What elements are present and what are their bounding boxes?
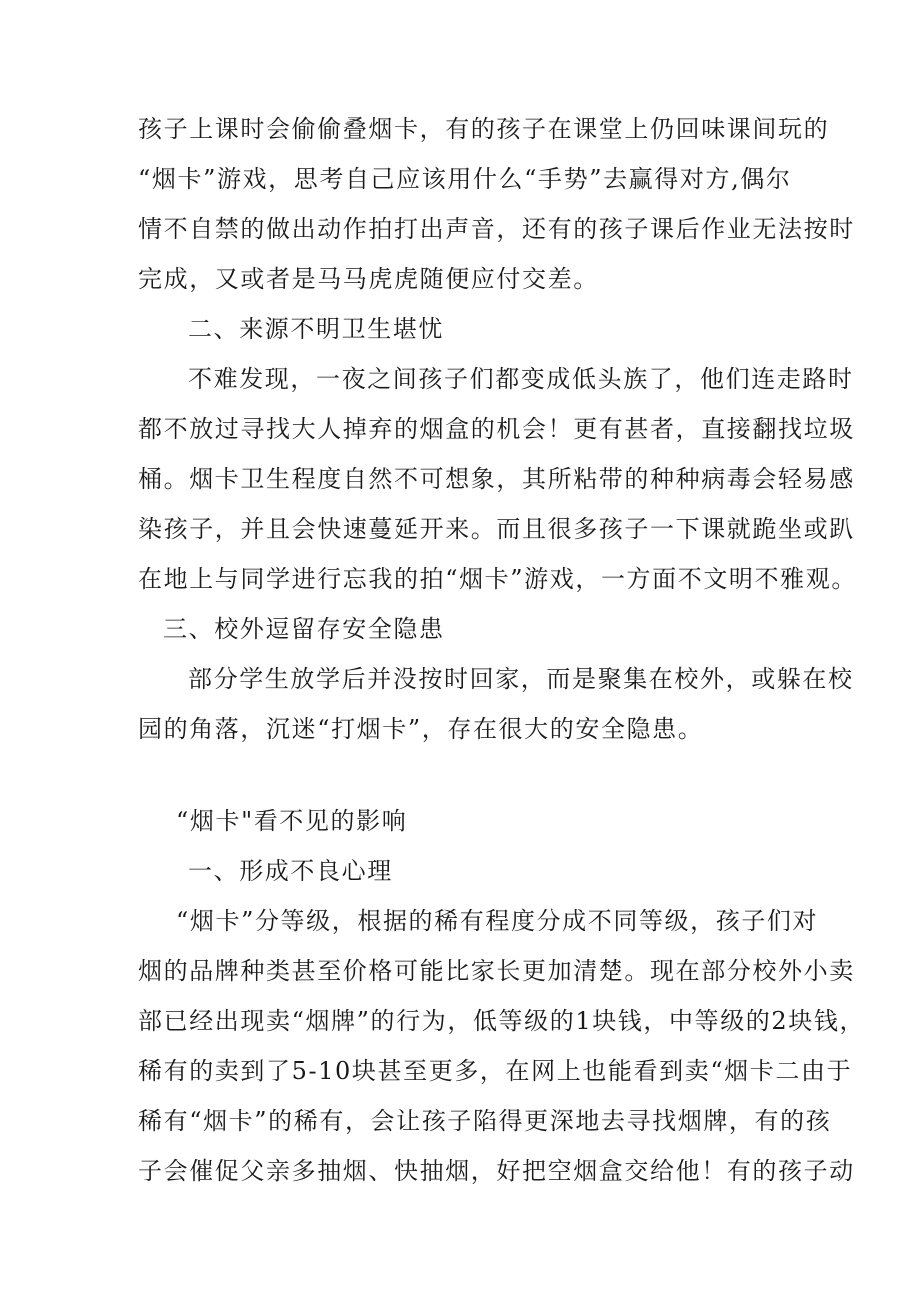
paragraph-line: 在地上与同学进行忘我的拍“烟卡”游戏，一方面不文明不雅观。: [138, 565, 857, 593]
paragraph-line: 园的角落，沉迷“打烟卡”，存在很大的安全隐患。: [138, 715, 704, 743]
paragraph-line: 不难发现，一夜之间孩子们都变成低头族了，他们连走路时: [188, 365, 854, 393]
section-title: “烟卡"看不见的影响: [176, 807, 408, 835]
paragraph-line: “烟卡”分等级，根据的稀有程度分成不同等级，孩子们对: [176, 907, 819, 935]
paragraph-line: 孩子上课时会偷偷叠烟卡，有的孩子在课堂上仍回味课间玩的: [138, 115, 830, 143]
paragraph-line: 完成，又或者是马马虎虎随便应付交差。: [138, 265, 599, 293]
paragraph-line: 部已经出现卖“烟牌”的行为，低等级的1块钱，中等级的2块钱，: [138, 1007, 866, 1035]
paragraph-line: 情不自禁的做出动作拍打出声音，还有的孩子课后作业无法按时: [138, 215, 855, 243]
paragraph-line: 烟的品牌种类甚至价格可能比家长更加清楚。现在部分校外小卖: [138, 957, 855, 985]
paragraph-line: 都不放过寻找大人掉弃的烟盒的机会！更有甚者，直接翻找垃圾: [138, 415, 855, 443]
paragraph-line: “烟卡”游戏，思考自己应该用什么“手势”去赢得对方,偶尔: [138, 165, 792, 193]
paragraph-line: 染孩子，并且会快速蔓延开来。而且很多孩子一下课就跪坐或趴: [138, 515, 855, 543]
paragraph-line: 稀有“烟卡”的稀有，会让孩子陷得更深地去寻找烟牌，有的孩: [138, 1107, 832, 1135]
section-heading: 一、形成不良心理: [188, 857, 393, 885]
section-heading: 二、来源不明卫生堪忧: [188, 315, 444, 343]
paragraph-line: 桶。烟卡卫生程度自然不可想象，其所粘带的种种病毒会轻易感: [138, 465, 855, 493]
paragraph-line: 子会催促父亲多抽烟、快抽烟，好把空烟盒交给他！有的孩子动: [138, 1157, 855, 1185]
section-heading: 三、校外逗留存安全隐患: [163, 615, 445, 643]
paragraph-line: 稀有的卖到了5-10块甚至更多，在网上也能看到卖“烟卡二由于: [138, 1057, 853, 1085]
paragraph-line: 部分学生放学后并没按时回家，而是聚集在校外，或躲在校: [188, 665, 854, 693]
